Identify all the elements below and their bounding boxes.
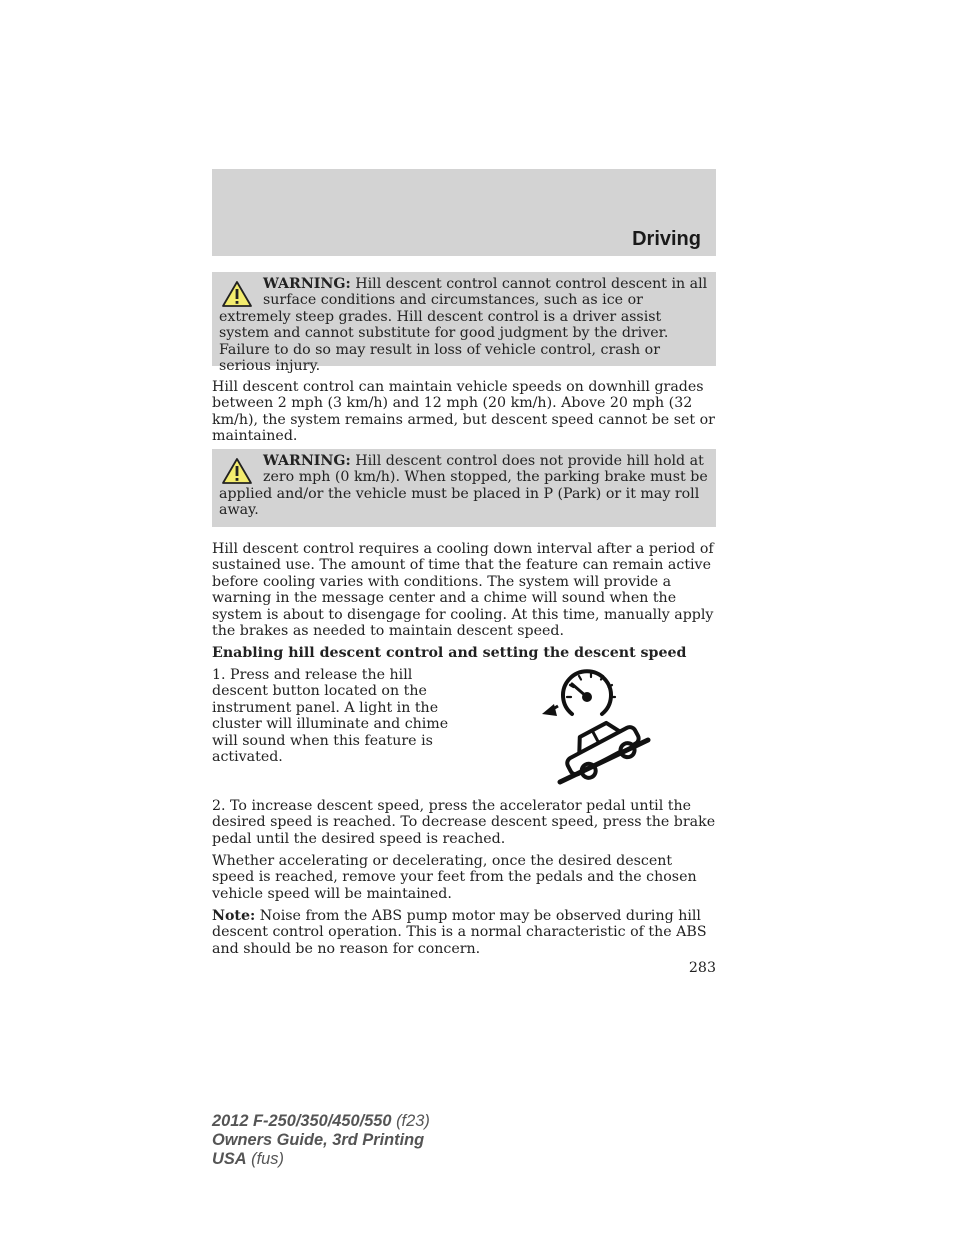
- step-1: 1. Press and release the hill descent button located on the instrument panel. A light in the cluster will illuminate and chime will sound when this feature is activated.: [212, 667, 449, 766]
- note-text: Noise from the ABS pump motor may be observed during hill descent control operation. This is a normal characteristic of the ABS and should be no reason for concern.: [212, 908, 707, 957]
- footer-guide: Owners Guide, 3rd Printing: [212, 1131, 425, 1149]
- step-2: 2. To increase descent speed, press the accelerator pedal until the desired speed is reached. To decrease descent speed, press the brake pedal until the desired speed is reached.: [212, 798, 716, 847]
- footer-region: USA: [212, 1150, 247, 1168]
- warning-label: WARNING:: [263, 453, 351, 469]
- footer-model-code: (f23): [391, 1112, 430, 1130]
- page-number: 283: [688, 960, 716, 976]
- warning-box-1: [212, 272, 716, 375]
- warning-triangle-icon: [221, 457, 253, 485]
- section-header-band: [212, 169, 716, 256]
- footer-region-code: (fus): [246, 1150, 284, 1168]
- footer-line-1: [212, 1112, 430, 1131]
- warning-text: Hill descent control cannot control descent in all surface conditions and circumstances, such as ice or extremely steep grades. Hill descent control is a driver assist system and cannot substitute for good judgment by the driver. Failure to do so may result in loss of vehicle control, crash or serious injury.: [219, 276, 708, 375]
- note-label: Note:: [212, 908, 256, 924]
- warning-label: WARNING:: [263, 276, 351, 292]
- footer-line-2: [212, 1131, 430, 1150]
- paragraph-speed-range: Hill descent control can maintain vehicle speeds on downhill grades between 2 mph (3 km/h) and 12 mph (20 km/h). Above 20 mph (32 km/h), the system remains armed, but descent speed cannot be set or maintained.: [212, 379, 715, 445]
- warning-text: Hill descent control does not provide hill hold at zero mph (0 km/h). When stopped, the parking brake must be applied and/or the vehicle must be placed in P (Park) or it may roll away.: [219, 453, 708, 519]
- document-footer: [212, 1112, 430, 1169]
- hill-descent-control-icon: [538, 668, 652, 786]
- paragraph-cooling: Hill descent control requires a cooling down interval after a period of sustained use. The amount of time that the feature can remain active before cooling varies with conditions. The system will provide a warning in the message center and a chime will sound when the system is about to disengage for cooling. At this time, manually apply the brakes as needed to maintain descent speed.: [212, 541, 714, 640]
- warning-triangle-icon: [221, 280, 253, 308]
- footer-line-3: [212, 1150, 430, 1169]
- section-title: Driving: [632, 228, 701, 250]
- paragraph-maintained-speed: Whether accelerating or decelerating, once the desired descent speed is reached, remove your feet from the pedals and the chosen vehicle speed will be maintained.: [212, 853, 697, 902]
- warning-box-2: [212, 449, 716, 527]
- note-paragraph: [212, 908, 716, 957]
- subheading-enabling: Enabling hill descent control and setting the descent speed: [212, 645, 687, 661]
- footer-model: 2012 F-250/350/450/550: [212, 1112, 392, 1130]
